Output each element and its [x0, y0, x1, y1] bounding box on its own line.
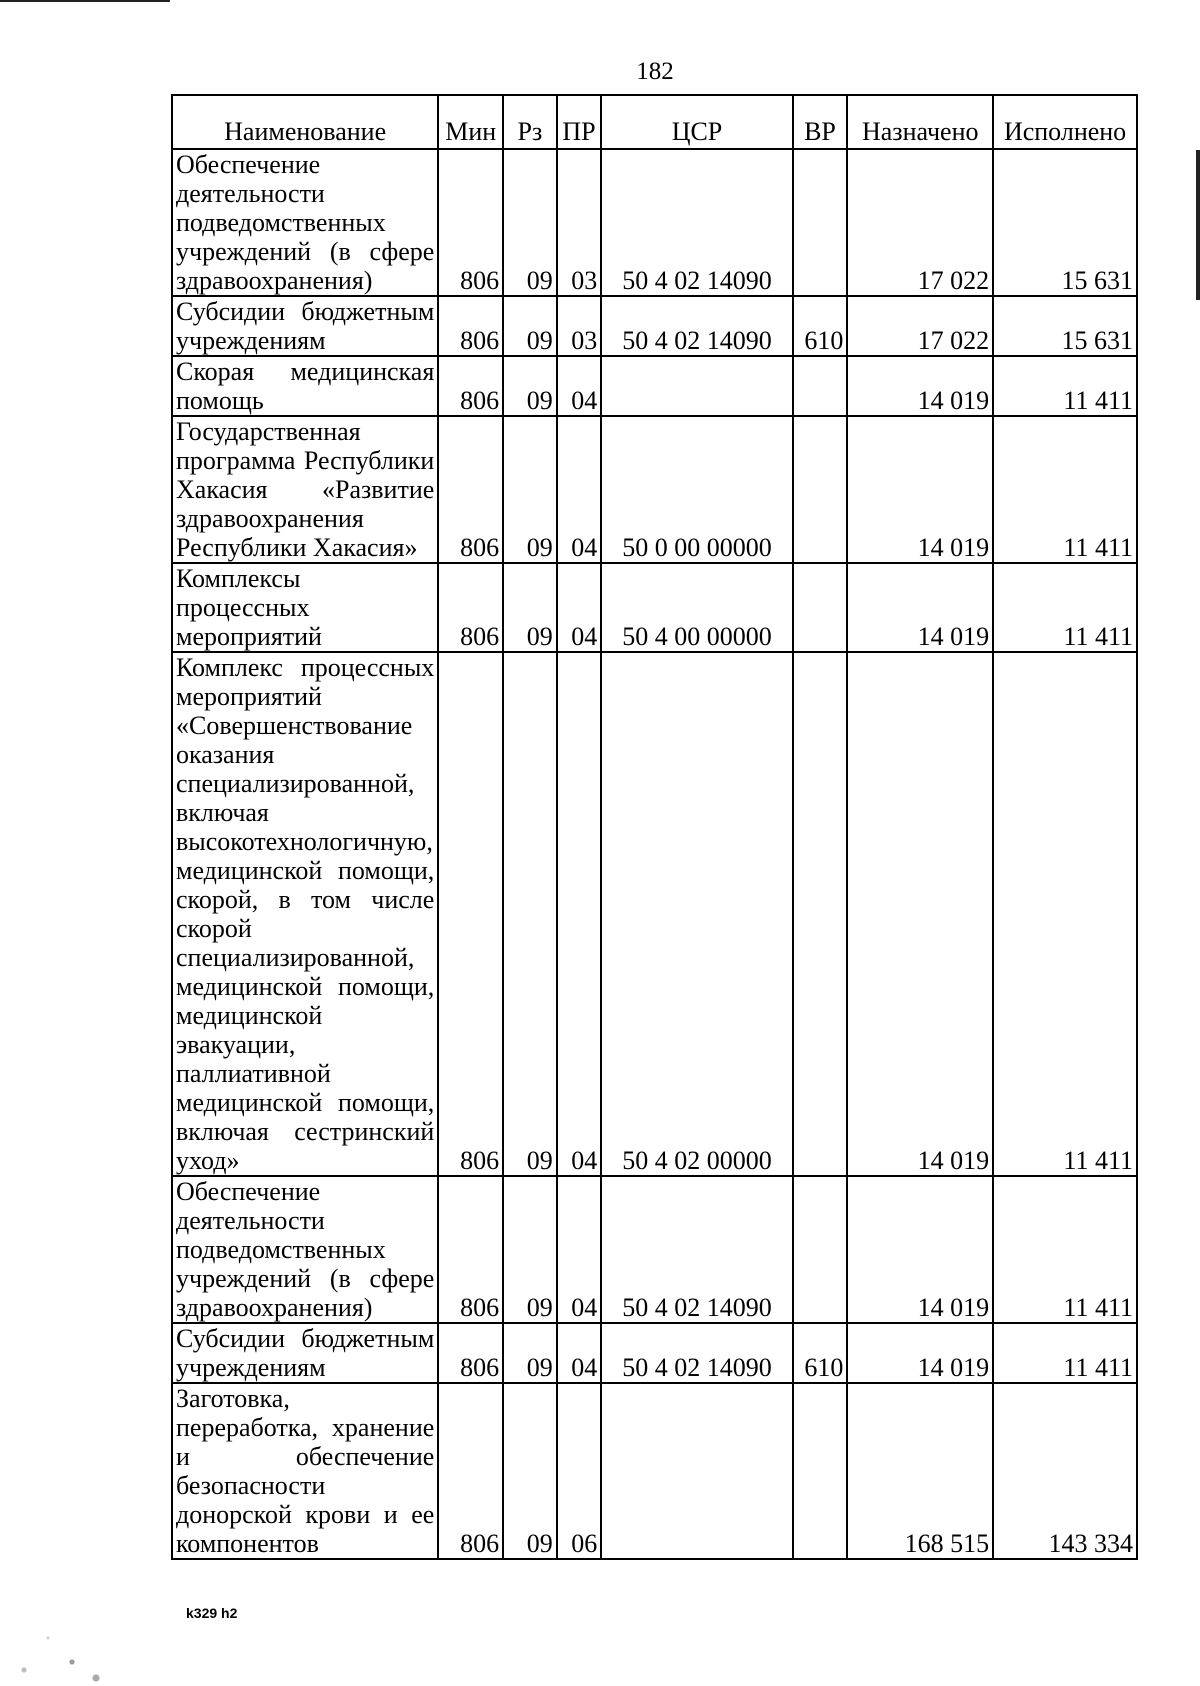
cell-csr: 50 4 00 00000: [601, 563, 792, 652]
cell-csr: 50 4 02 00000: [601, 652, 792, 1176]
cell-assigned: 14 019: [847, 563, 993, 652]
cell-min: 806: [438, 149, 503, 296]
cell-min: 806: [438, 1383, 503, 1559]
cell-name: Субсидии бюджетным учреждениям: [172, 296, 438, 356]
cell-rz: 09: [503, 1323, 557, 1383]
table-body: [172, 149, 1137, 1559]
cell-rz: 09: [503, 149, 557, 296]
cell-pr: 06: [557, 1383, 602, 1559]
cell-name: Государственная программа Республики Хакасия «Развитие здравоохранения Республики Хакасия»: [172, 416, 438, 563]
cell-csr: 50 4 02 14090: [601, 1323, 792, 1383]
table-row: [172, 356, 1137, 416]
cell-name: Скорая медицинская помощь: [172, 356, 438, 416]
page-number: 182: [636, 58, 674, 85]
cell-min: 806: [438, 1323, 503, 1383]
cell-assigned: 14 019: [847, 652, 993, 1176]
cell-executed: 11 411: [993, 563, 1137, 652]
cell-min: 806: [438, 356, 503, 416]
cell-name: Комплексы процессных мероприятий: [172, 563, 438, 652]
cell-vr: [793, 1383, 848, 1559]
table-row: [172, 563, 1137, 652]
cell-pr: 04: [557, 356, 602, 416]
cell-executed: 11 411: [993, 356, 1137, 416]
cell-csr: 50 4 02 14090: [601, 1176, 792, 1323]
cell-csr: 50 4 02 14090: [601, 296, 792, 356]
cell-executed: 15 631: [993, 149, 1137, 296]
cell-vr: [793, 652, 848, 1176]
cell-vr: [793, 356, 848, 416]
cell-csr: 50 4 02 14090: [601, 149, 792, 296]
cell-name: Обеспечение деятельности подведомственных учреждений (в сфере здравоохранения): [172, 149, 438, 296]
cell-executed: 11 411: [993, 1176, 1137, 1323]
cell-pr: 03: [557, 296, 602, 356]
cell-executed: 11 411: [993, 416, 1137, 563]
cell-assigned: 168 515: [847, 1383, 993, 1559]
cell-executed: 11 411: [993, 652, 1137, 1176]
table-row: [172, 1383, 1137, 1559]
scan-edge-mark: [1196, 150, 1200, 300]
header-name: Наименование: [172, 95, 438, 149]
scan-edge-mark: [0, 0, 170, 2]
cell-vr: [793, 416, 848, 563]
table-row: [172, 652, 1137, 1176]
cell-rz: 09: [503, 356, 557, 416]
footer-code: k329 h2: [186, 1605, 238, 1621]
cell-executed: 15 631: [993, 296, 1137, 356]
cell-rz: 09: [503, 563, 557, 652]
cell-rz: 09: [503, 1383, 557, 1559]
cell-vr: [793, 1176, 848, 1323]
cell-min: 806: [438, 1176, 503, 1323]
table-row: [172, 416, 1137, 563]
cell-name: Обеспечение деятельности подведомственных учреждений (в сфере здравоохранения): [172, 1176, 438, 1323]
cell-csr: 50 0 00 00000: [601, 416, 792, 563]
header-assigned: Назначено: [847, 95, 993, 149]
cell-vr: 610: [793, 1323, 848, 1383]
cell-min: 806: [438, 296, 503, 356]
table-row: [172, 149, 1137, 296]
cell-rz: 09: [503, 296, 557, 356]
cell-assigned: 17 022: [847, 296, 993, 356]
cell-pr: 04: [557, 563, 602, 652]
cell-assigned: 17 022: [847, 149, 993, 296]
cell-min: 806: [438, 563, 503, 652]
cell-rz: 09: [503, 416, 557, 563]
header-rz: Рз: [503, 95, 557, 149]
cell-rz: 09: [503, 652, 557, 1176]
cell-executed: 11 411: [993, 1323, 1137, 1383]
table-row: [172, 1323, 1137, 1383]
cell-csr: [601, 356, 792, 416]
header-pr: ПР: [557, 95, 602, 149]
cell-vr: [793, 563, 848, 652]
cell-executed: 143 334: [993, 1383, 1137, 1559]
cell-pr: 04: [557, 416, 602, 563]
cell-assigned: 14 019: [847, 1323, 993, 1383]
header-csr: ЦСР: [601, 95, 792, 149]
cell-pr: 04: [557, 1323, 602, 1383]
cell-csr: [601, 1383, 792, 1559]
budget-table: [171, 94, 1138, 1560]
cell-name: Заготовка, переработка, хранение и обеспечение безопасности донорской крови и ее компонентов: [172, 1383, 438, 1559]
cell-min: 806: [438, 652, 503, 1176]
scan-noise: [0, 1606, 120, 1686]
cell-name: Субсидии бюджетным учреждениям: [172, 1323, 438, 1383]
cell-pr: 04: [557, 652, 602, 1176]
cell-assigned: 14 019: [847, 356, 993, 416]
table-row: [172, 1176, 1137, 1323]
header-vr: ВР: [793, 95, 848, 149]
cell-rz: 09: [503, 1176, 557, 1323]
header-min: Мин: [438, 95, 503, 149]
cell-assigned: 14 019: [847, 1176, 993, 1323]
cell-vr: [793, 149, 848, 296]
header-executed: Исполнено: [993, 95, 1137, 149]
table-row: [172, 296, 1137, 356]
cell-vr: 610: [793, 296, 848, 356]
cell-assigned: 14 019: [847, 416, 993, 563]
cell-pr: 04: [557, 1176, 602, 1323]
cell-min: 806: [438, 416, 503, 563]
cell-pr: 03: [557, 149, 602, 296]
table-header-row: [172, 95, 1137, 149]
cell-name: Комплекс процессных мероприятий «Совершенствование оказания специализированной, включая высокотехнологичную, медицинской помощи, скорой, в том числе скорой специализированной, медицинской помощи, медицинской эвакуации, паллиативной медицинской помощи, включая сестринский уход»: [172, 652, 438, 1176]
